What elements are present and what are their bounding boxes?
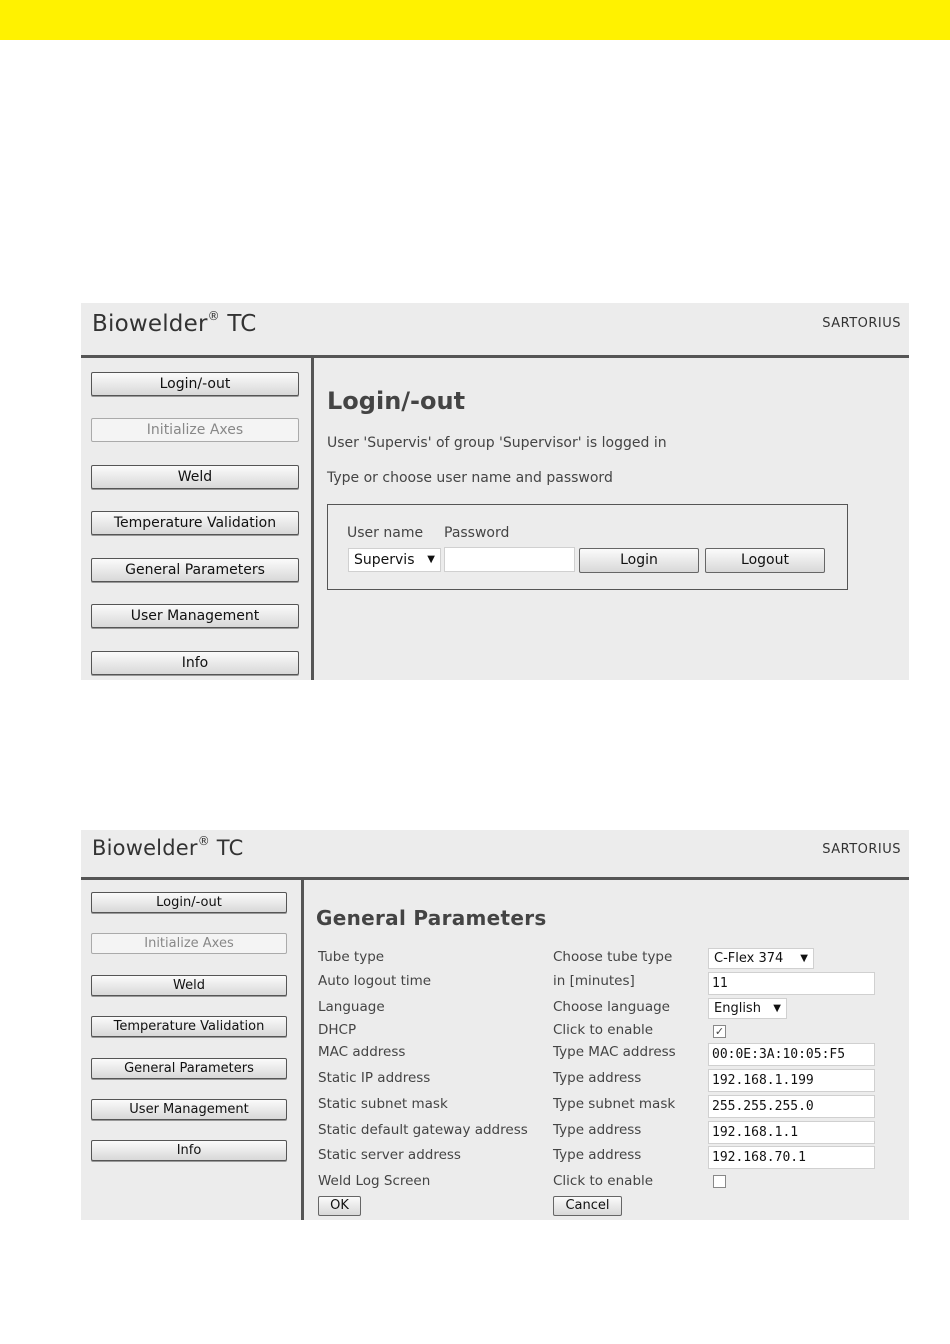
login-screen-panel [81,303,909,680]
nav-login-button[interactable]: Login/-out [91,372,299,396]
page-title: Login/-out [327,387,466,415]
param-action: Click to enable [553,1022,654,1038]
nav-info-button[interactable]: Info [91,651,299,675]
nav-login-button[interactable]: Login/-out [91,892,287,913]
static-ip-input[interactable]: 192.168.1.199 [708,1069,875,1092]
gateway-input[interactable]: 192.168.1.1 [708,1121,875,1144]
server-address-input[interactable]: 192.168.70.1 [708,1146,875,1169]
sartorius-logo: SARTORIUS [822,316,901,331]
nav-weld-button[interactable]: Weld [91,975,287,996]
chevron-down-icon: ▼ [427,554,435,565]
username-select-value: Supervis [354,552,415,568]
param-action: Type address [553,1122,642,1138]
param-action: Choose tube type [553,949,673,965]
param-label: DHCP [318,1022,357,1038]
param-label: Static default gateway address [318,1122,528,1138]
param-action: Choose language [553,999,670,1015]
username-select[interactable] [348,548,441,572]
nav-weld-button[interactable]: Weld [91,465,299,489]
yellow-banner [0,0,950,40]
nav-temperature-validation-button[interactable]: Temperature Validation [91,511,299,535]
sidebar [81,358,314,680]
app-brand: Biowelder® TC [92,834,244,860]
chevron-down-icon: ▼ [800,953,808,964]
subnet-mask-input[interactable]: 255.255.255.0 [708,1095,875,1118]
sartorius-logo: SARTORIUS [822,842,901,857]
nav-general-parameters-button[interactable]: General Parameters [91,1058,287,1079]
tube-type-select[interactable] [708,948,814,969]
weld-log-checkbox[interactable] [713,1175,726,1188]
nav-user-management-button[interactable]: User Management [91,1099,287,1120]
username-label: User name [347,525,424,541]
language-value: English [714,1001,761,1016]
mac-address-input[interactable]: 00:0E:3A:10:05:F5 [708,1043,875,1066]
login-prompt-text: Type or choose user name and password [327,470,613,486]
nav-initialize-axes-button: Initialize Axes [91,933,287,954]
param-label: Auto logout time [318,973,432,989]
nav-initialize-axes-button: Initialize Axes [91,418,299,442]
param-action: Type address [553,1147,642,1163]
param-label: Static server address [318,1147,461,1163]
chevron-down-icon: ▼ [773,1003,781,1014]
app-header [81,303,909,358]
app-header [81,830,909,880]
dhcp-checkbox[interactable] [713,1025,726,1038]
language-select[interactable] [708,998,787,1019]
app-brand: Biowelder® TC [92,309,257,337]
page-title: General Parameters [316,906,547,930]
nav-info-button[interactable]: Info [91,1140,287,1161]
param-label: Static subnet mask [318,1096,448,1112]
param-label: Language [318,999,385,1015]
tube-type-value: C-Flex 374 [714,951,784,966]
param-label: MAC address [318,1044,406,1060]
login-form [327,504,848,590]
param-action: Click to enable [553,1173,654,1189]
param-action: Type MAC address [553,1044,676,1060]
nav-user-management-button[interactable]: User Management [91,604,299,628]
param-action: Type subnet mask [553,1096,676,1112]
nav-temperature-validation-button[interactable]: Temperature Validation [91,1016,287,1037]
ok-button[interactable]: OK [318,1196,361,1216]
password-label: Password [444,525,510,541]
param-label: Weld Log Screen [318,1173,431,1189]
param-action: in [minutes] [553,973,635,989]
param-action: Type address [553,1070,642,1086]
login-status-text: User 'Supervis' of group 'Supervisor' is logged in [327,435,667,451]
auto-logout-input[interactable]: 11 [708,972,875,995]
checkmark-icon: ✓ [714,1025,725,1038]
general-parameters-panel [81,830,909,1220]
login-button[interactable]: Login [579,548,699,573]
password-field[interactable] [444,547,575,572]
param-label: Static IP address [318,1070,431,1086]
nav-general-parameters-button[interactable]: General Parameters [91,558,299,582]
param-label: Tube type [318,949,385,965]
logout-button[interactable]: Logout [705,548,825,573]
cancel-button[interactable]: Cancel [553,1196,622,1216]
sidebar [81,880,304,1220]
